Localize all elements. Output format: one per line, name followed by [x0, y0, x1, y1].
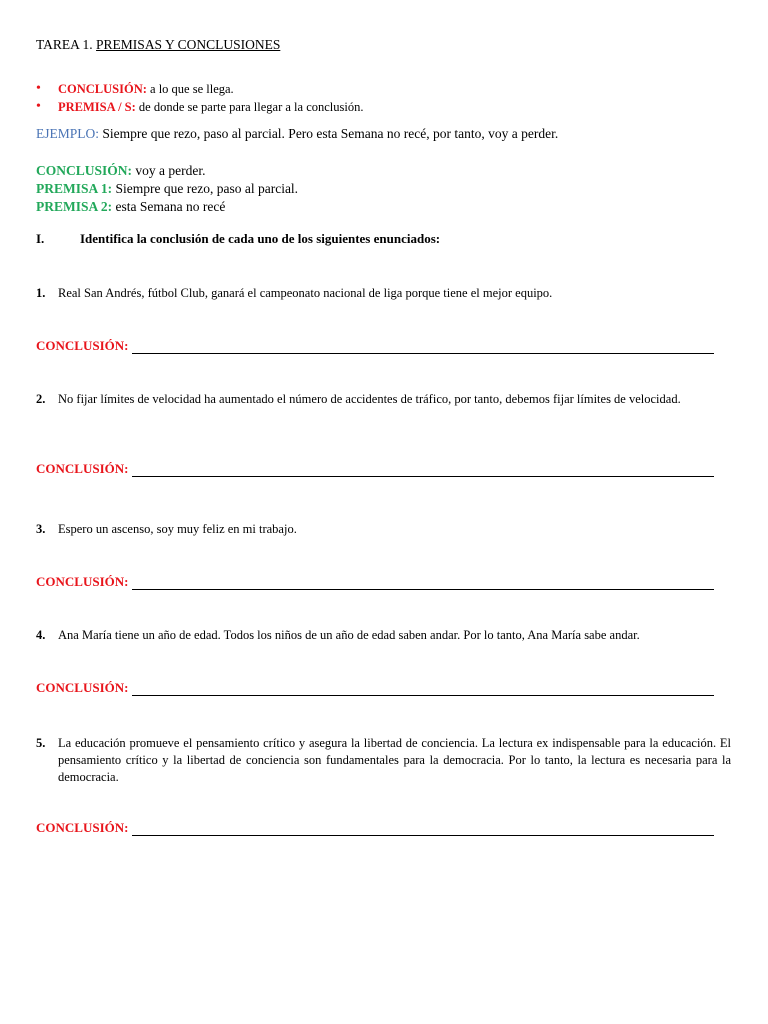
- example-premise-2-label: PREMISA 2:: [36, 199, 113, 214]
- example-premise-1-label: PREMISA 1:: [36, 181, 113, 196]
- section-heading: [36, 231, 440, 247]
- answer-row-3: [36, 574, 726, 590]
- answer-label: CONCLUSIÓN:: [36, 574, 129, 589]
- definition-text: de donde se parte para llegar a la conclusión.: [135, 100, 364, 114]
- section-instruction: Identifica la conclusión de cada uno de los siguientes enunciados:: [80, 231, 441, 246]
- question-3: [36, 521, 731, 538]
- example-analysis: [36, 162, 298, 216]
- answer-row-1: [36, 338, 726, 354]
- example-premise-1-text: Siempre que rezo, paso al parcial.: [112, 181, 299, 196]
- answer-line[interactable]: [132, 683, 714, 696]
- answer-label: CONCLUSIÓN:: [36, 820, 129, 835]
- answer-label: CONCLUSIÓN:: [36, 680, 129, 695]
- example-conclusion-text: voy a perder.: [132, 163, 206, 178]
- example-premise-2-text: esta Semana no recé: [112, 199, 226, 214]
- question-4: [36, 627, 731, 644]
- question-1: [36, 285, 731, 302]
- definition-text: a lo que se llega.: [146, 82, 234, 96]
- answer-line[interactable]: [132, 464, 714, 477]
- question-text: No fijar límites de velocidad ha aumentado el número de accidentes de tráfico, por tanto, debemos fijar límites de velocidad.: [58, 392, 681, 406]
- question-number: 3.: [36, 522, 46, 536]
- definition-term: PREMISA / S:: [58, 100, 136, 114]
- example-text: Siempre que rezo, paso al parcial. Pero esta Semana no recé, por tanto, voy a perder.: [99, 126, 559, 141]
- definitions-list: [36, 80, 363, 116]
- question-text: La educación promueve el pensamiento crítico y asegura la libertad de conciencia. La lectura ex indispensable para la educación. El pensamiento crítico y la libertad de conciencia son fundamentales para la democracia. Por lo tanto, la lectura es necesaria para la democracia.: [58, 736, 731, 784]
- question-number: 5.: [36, 736, 46, 750]
- answer-row-5: [36, 820, 726, 836]
- answer-line[interactable]: [132, 577, 714, 590]
- question-text: Ana María tiene un año de edad. Todos los niños de un año de edad saben andar. Por lo tanto, Ana María sabe andar.: [58, 628, 640, 642]
- answer-row-2: [36, 461, 726, 477]
- bullet-icon: •: [36, 81, 41, 96]
- section-number: I.: [36, 231, 45, 246]
- question-number: 4.: [36, 628, 46, 642]
- example-label: EJEMPLO:: [36, 126, 100, 141]
- example-line: [36, 126, 558, 142]
- example-premise-1: [36, 180, 298, 198]
- question-text: Espero un ascenso, soy muy feliz en mi trabajo.: [58, 522, 297, 536]
- example-conclusion: [36, 162, 298, 180]
- question-number: 1.: [36, 286, 46, 300]
- bullet-icon: •: [36, 99, 41, 114]
- answer-label: CONCLUSIÓN:: [36, 461, 129, 476]
- page-title: [36, 37, 280, 53]
- definition-premise: [36, 98, 363, 116]
- answer-line[interactable]: [132, 341, 714, 354]
- question-2: [36, 391, 731, 408]
- definition-conclusion: [36, 80, 363, 98]
- question-5: [36, 735, 731, 786]
- question-number: 2.: [36, 392, 46, 406]
- answer-line[interactable]: [132, 823, 714, 836]
- definition-term: CONCLUSIÓN:: [58, 82, 147, 96]
- example-conclusion-label: CONCLUSIÓN:: [36, 163, 133, 178]
- answer-label: CONCLUSIÓN:: [36, 338, 129, 353]
- question-text: Real San Andrés, fútbol Club, ganará el campeonato nacional de liga porque tiene el mejor equipo.: [58, 286, 553, 300]
- title-prefix: TAREA 1.: [36, 37, 97, 52]
- answer-row-4: [36, 680, 726, 696]
- title-main: PREMISAS Y CONCLUSIONES: [96, 37, 281, 52]
- example-premise-2: [36, 198, 298, 216]
